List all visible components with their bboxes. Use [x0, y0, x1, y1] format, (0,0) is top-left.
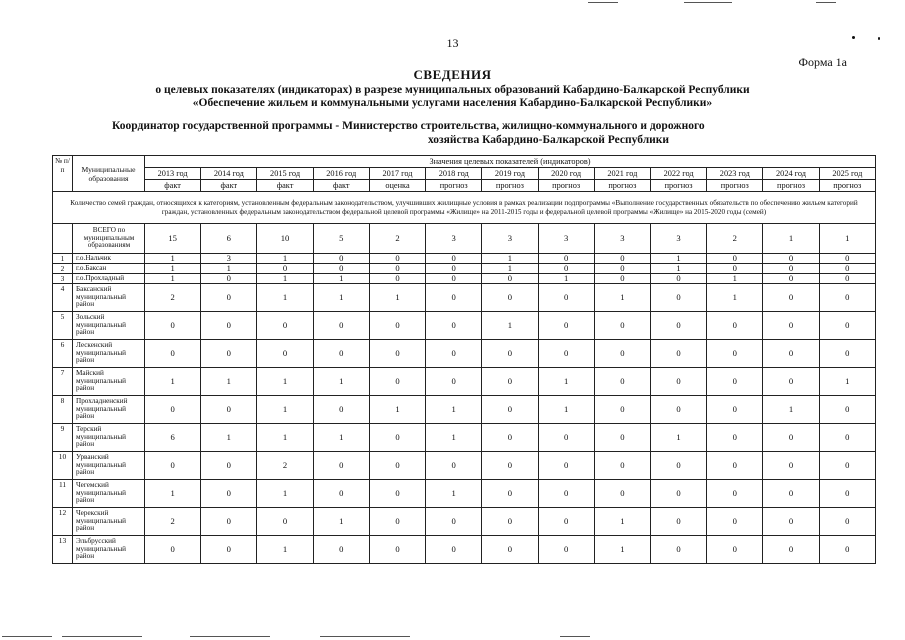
value-cell: 1 [257, 274, 313, 284]
row-number-cell: 10 [53, 452, 73, 480]
value-cell: 0 [594, 480, 650, 508]
value-cell: 0 [538, 264, 594, 274]
value-cell: 1 [257, 424, 313, 452]
form-label: Форма 1а [798, 55, 847, 69]
municipality-name-cell: Лескенский муниципальный район [73, 340, 145, 368]
value-cell: 0 [594, 254, 650, 264]
value-cell: 0 [707, 396, 763, 424]
scan-line-artifact [320, 636, 410, 637]
indicator-description-row [53, 192, 876, 224]
value-cell: 0 [594, 452, 650, 480]
value-cell: 0 [201, 536, 257, 564]
scan-line-artifact [62, 636, 142, 637]
value-cell: 0 [819, 264, 875, 274]
value-cell: 0 [650, 312, 706, 340]
value-cell: 0 [369, 368, 425, 396]
value-cell: 0 [313, 396, 369, 424]
row-number-cell: 8 [53, 396, 73, 424]
table-row [53, 424, 876, 452]
value-cell: 0 [707, 340, 763, 368]
value-cell: 1 [313, 368, 369, 396]
total-value-cell: 10 [257, 224, 313, 254]
value-cell: 1 [482, 264, 538, 274]
value-cell: 0 [538, 536, 594, 564]
value-cell: 0 [763, 274, 819, 284]
value-cell: 0 [482, 424, 538, 452]
coordinator-line: Координатор государственной программы - Министерство строительства, жилищно-коммунального и дорожного [112, 120, 705, 132]
value-cell: 0 [763, 480, 819, 508]
value-cell: 0 [257, 340, 313, 368]
total-value-cell: 2 [369, 224, 425, 254]
value-cell: 0 [145, 396, 201, 424]
value-cell: 0 [763, 424, 819, 452]
table-row [53, 536, 876, 564]
value-cell: 1 [538, 368, 594, 396]
row-number-cell: 1 [53, 254, 73, 264]
kind-header-cell: факт [145, 180, 201, 192]
value-cell: 1 [707, 284, 763, 312]
value-cell: 0 [650, 274, 706, 284]
value-cell: 0 [482, 536, 538, 564]
value-cell: 0 [538, 480, 594, 508]
table-row [53, 396, 876, 424]
value-cell: 0 [313, 452, 369, 480]
kind-header-cell: прогноз [650, 180, 706, 192]
value-cell: 0 [650, 284, 706, 312]
kind-header-cell: прогноз [707, 180, 763, 192]
year-header-cell: 2024 год [763, 168, 819, 180]
value-cell: 1 [538, 274, 594, 284]
value-cell: 0 [482, 452, 538, 480]
value-cell: 1 [145, 480, 201, 508]
kind-header-cell: прогноз [763, 180, 819, 192]
col-header-municipality: Муниципальные образования [73, 156, 145, 192]
value-cell: 1 [257, 396, 313, 424]
coordinator-line-continued: хозяйства Кабардино-Балкарской Республики [428, 134, 670, 146]
value-cell: 0 [538, 284, 594, 312]
row-number-cell: 13 [53, 536, 73, 564]
year-header-cell: 2017 год [369, 168, 425, 180]
year-header-cell: 2020 год [538, 168, 594, 180]
value-cell: 0 [538, 452, 594, 480]
year-header-cell: 2014 год [201, 168, 257, 180]
value-cell: 1 [145, 274, 201, 284]
value-cell: 1 [145, 368, 201, 396]
value-cell: 0 [201, 396, 257, 424]
scan-line-artifact [588, 2, 618, 3]
value-cell: 0 [482, 368, 538, 396]
header-row [53, 156, 876, 168]
year-header-cell: 2019 год [482, 168, 538, 180]
value-cell: 1 [594, 508, 650, 536]
value-cell: 0 [201, 452, 257, 480]
value-cell: 0 [482, 274, 538, 284]
value-cell: 0 [538, 508, 594, 536]
scan-line-artifact [190, 636, 270, 637]
value-cell: 1 [538, 396, 594, 424]
row-number-cell: 5 [53, 312, 73, 340]
scan-line-artifact [2, 636, 52, 637]
value-cell: 0 [145, 312, 201, 340]
table-row [53, 312, 876, 340]
kind-header-cell: прогноз [426, 180, 482, 192]
kind-header-cell: оценка [369, 180, 425, 192]
value-cell: 1 [201, 424, 257, 452]
indicator-description: Количество семей граждан, относящихся к категориям, установленным федеральным законодательством, улучшивших жилищные условия в рамках реализации подпрограммы «Выполнение государственных обязательств по обеспечению жильем категорий граждан, установленных федеральным законодательством федеральной целевой программы «Жилище» на 2011-2015 годы и федеральной целевой программы «Жилище» на 2015-2020 годы (семей) [53, 192, 876, 224]
year-header-cell: 2018 год [426, 168, 482, 180]
table-row [53, 480, 876, 508]
total-value-cell: 3 [426, 224, 482, 254]
municipality-name-cell: Черекский муниципальный район [73, 508, 145, 536]
value-cell: 0 [201, 508, 257, 536]
value-cell: 0 [201, 480, 257, 508]
value-cell: 1 [426, 480, 482, 508]
municipality-name-cell: Эльбрусский муниципальный район [73, 536, 145, 564]
value-cell: 0 [313, 536, 369, 564]
year-header-cell: 2013 год [145, 168, 201, 180]
value-cell: 1 [819, 368, 875, 396]
scan-line-artifact [560, 636, 590, 637]
table-row [53, 254, 876, 264]
kind-header-cell: прогноз [482, 180, 538, 192]
value-cell: 0 [369, 274, 425, 284]
table-row [53, 368, 876, 396]
municipality-name-cell: г.о.Прохладный [73, 274, 145, 284]
value-cell: 0 [763, 264, 819, 274]
value-cell: 0 [763, 452, 819, 480]
total-value-cell: 3 [594, 224, 650, 254]
total-number-cell [53, 224, 73, 254]
value-cell: 0 [650, 452, 706, 480]
value-cell: 0 [707, 424, 763, 452]
value-cell: 1 [426, 424, 482, 452]
value-cell: 0 [313, 264, 369, 274]
value-cell: 1 [763, 396, 819, 424]
value-cell: 0 [763, 254, 819, 264]
value-cell: 0 [145, 536, 201, 564]
value-cell: 0 [763, 536, 819, 564]
table-row [53, 264, 876, 274]
value-cell: 1 [650, 254, 706, 264]
page-number: 13 [446, 36, 459, 50]
value-cell: 0 [538, 340, 594, 368]
total-value-cell: 1 [819, 224, 875, 254]
table-row [53, 274, 876, 284]
value-cell: 1 [313, 424, 369, 452]
value-cell: 0 [257, 312, 313, 340]
municipality-name-cell: Зольский муниципальный район [73, 312, 145, 340]
value-cell: 0 [538, 254, 594, 264]
value-cell: 0 [819, 452, 875, 480]
value-cell: 0 [426, 340, 482, 368]
kind-header-cell: прогноз [538, 180, 594, 192]
year-header-cell: 2022 год [650, 168, 706, 180]
value-cell: 0 [369, 254, 425, 264]
value-cell: 0 [819, 424, 875, 452]
value-cell: 0 [594, 396, 650, 424]
value-cell: 0 [426, 254, 482, 264]
total-value-cell: 1 [763, 224, 819, 254]
value-cell: 0 [426, 452, 482, 480]
scan-line-artifact [816, 2, 836, 3]
value-cell: 0 [369, 452, 425, 480]
value-cell: 0 [482, 508, 538, 536]
table-row [53, 452, 876, 480]
value-cell: 0 [819, 284, 875, 312]
document-title: СВЕДЕНИЯ [413, 67, 492, 82]
value-cell: 1 [257, 284, 313, 312]
value-cell: 1 [313, 274, 369, 284]
row-number-cell: 9 [53, 424, 73, 452]
row-number-cell: 7 [53, 368, 73, 396]
value-cell: 0 [482, 340, 538, 368]
year-header-cell: 2015 год [257, 168, 313, 180]
value-cell: 0 [538, 312, 594, 340]
value-cell: 0 [763, 368, 819, 396]
value-cell: 0 [538, 424, 594, 452]
value-cell: 0 [426, 274, 482, 284]
value-cell: 1 [257, 254, 313, 264]
value-cell: 1 [482, 254, 538, 264]
value-cell: 0 [650, 480, 706, 508]
row-number-cell: 11 [53, 480, 73, 508]
value-cell: 0 [819, 508, 875, 536]
value-cell: 0 [313, 254, 369, 264]
row-number-cell: 3 [53, 274, 73, 284]
value-cell: 0 [201, 312, 257, 340]
value-cell: 0 [426, 368, 482, 396]
total-value-cell: 3 [482, 224, 538, 254]
municipality-name-cell: г.о.Баксан [73, 264, 145, 274]
total-value-cell: 3 [538, 224, 594, 254]
value-cell: 0 [313, 312, 369, 340]
program-name: «Обеспечение жильем и коммунальными услугами населения Кабардино-Балкарской Республики» [192, 97, 713, 109]
scan-line-artifact [684, 2, 732, 3]
year-header-cell: 2016 год [313, 168, 369, 180]
kind-header-cell: факт [201, 180, 257, 192]
value-cell: 0 [707, 264, 763, 274]
value-cell: 0 [707, 536, 763, 564]
kind-header-cell: факт [313, 180, 369, 192]
value-cell: 1 [594, 284, 650, 312]
value-cell: 0 [145, 340, 201, 368]
value-cell: 1 [145, 254, 201, 264]
value-cell: 0 [819, 312, 875, 340]
total-row [53, 224, 876, 254]
value-cell: 3 [201, 254, 257, 264]
value-cell: 0 [369, 424, 425, 452]
municipality-name-cell: Прохладненский муниципальный район [73, 396, 145, 424]
value-cell: 0 [594, 368, 650, 396]
municipality-name-cell: Баксанский муниципальный район [73, 284, 145, 312]
value-cell: 0 [707, 480, 763, 508]
indicators-table [52, 155, 876, 564]
total-value-cell: 5 [313, 224, 369, 254]
value-cell: 1 [257, 368, 313, 396]
value-cell: 1 [369, 284, 425, 312]
value-cell: 0 [426, 536, 482, 564]
value-cell: 0 [763, 340, 819, 368]
row-number-cell: 12 [53, 508, 73, 536]
value-cell: 1 [594, 536, 650, 564]
col-header-number: № п/п [53, 156, 73, 192]
value-cell: 0 [594, 264, 650, 274]
municipality-name-cell: г.о.Нальчик [73, 254, 145, 264]
total-label: ВСЕГО по муниципальным образованиям [73, 224, 145, 254]
value-cell: 1 [313, 284, 369, 312]
year-header-row [53, 168, 876, 180]
value-cell: 6 [145, 424, 201, 452]
value-cell: 0 [819, 340, 875, 368]
total-value-cell: 3 [650, 224, 706, 254]
value-cell: 1 [201, 368, 257, 396]
value-cell: 0 [369, 264, 425, 274]
value-cell: 0 [369, 536, 425, 564]
value-cell: 1 [201, 264, 257, 274]
table-row [53, 340, 876, 368]
value-cell: 1 [257, 480, 313, 508]
value-cell: 0 [369, 480, 425, 508]
kind-header-row [53, 180, 876, 192]
total-value-cell: 15 [145, 224, 201, 254]
value-cell: 0 [369, 508, 425, 536]
value-cell: 0 [763, 284, 819, 312]
value-cell: 1 [369, 396, 425, 424]
year-header-cell: 2021 год [594, 168, 650, 180]
value-cell: 0 [763, 312, 819, 340]
value-cell: 0 [482, 396, 538, 424]
value-cell: 0 [426, 508, 482, 536]
document-subtitle: о целевых показателях (индикаторах) в разрезе муниципальных образований Кабардино-Балкарской Республики [155, 84, 750, 96]
value-cell: 0 [313, 480, 369, 508]
value-cell: 0 [650, 396, 706, 424]
year-header-cell: 2025 год [819, 168, 875, 180]
row-number-cell: 4 [53, 284, 73, 312]
value-cell: 0 [257, 264, 313, 274]
value-cell: 0 [594, 340, 650, 368]
value-cell: 0 [707, 368, 763, 396]
kind-header-cell: прогноз [819, 180, 875, 192]
value-cell: 0 [707, 508, 763, 536]
value-cell: 0 [650, 508, 706, 536]
value-cell: 2 [145, 508, 201, 536]
value-cell: 0 [650, 536, 706, 564]
value-cell: 1 [482, 312, 538, 340]
value-cell: 0 [145, 452, 201, 480]
value-cell: 1 [145, 264, 201, 274]
total-value-cell: 2 [707, 224, 763, 254]
value-cell: 2 [145, 284, 201, 312]
value-cell: 0 [257, 508, 313, 536]
kind-header-cell: прогноз [594, 180, 650, 192]
value-cell: 0 [482, 284, 538, 312]
value-cell: 0 [313, 340, 369, 368]
value-cell: 0 [763, 508, 819, 536]
value-cell: 1 [257, 536, 313, 564]
value-cell: 0 [594, 274, 650, 284]
value-cell: 0 [426, 284, 482, 312]
value-cell: 1 [650, 264, 706, 274]
value-cell: 0 [369, 312, 425, 340]
value-cell: 0 [201, 340, 257, 368]
value-cell: 0 [201, 274, 257, 284]
value-cell: 0 [819, 396, 875, 424]
year-header-cell: 2023 год [707, 168, 763, 180]
value-cell: 0 [426, 312, 482, 340]
value-cell: 0 [482, 480, 538, 508]
col-header-values: Значения целевых показателей (индикаторов) [145, 156, 876, 168]
value-cell: 0 [594, 312, 650, 340]
value-cell: 0 [819, 536, 875, 564]
value-cell: 0 [650, 340, 706, 368]
row-number-cell: 6 [53, 340, 73, 368]
value-cell: 0 [707, 452, 763, 480]
municipality-name-cell: Урванский муниципальный район [73, 452, 145, 480]
row-number-cell: 2 [53, 264, 73, 274]
table-row [53, 284, 876, 312]
value-cell: 1 [313, 508, 369, 536]
value-cell: 0 [819, 480, 875, 508]
value-cell: 0 [594, 424, 650, 452]
value-cell: 0 [650, 368, 706, 396]
value-cell: 0 [426, 264, 482, 274]
value-cell: 1 [650, 424, 706, 452]
value-cell: 0 [819, 254, 875, 264]
table-row [53, 508, 876, 536]
value-cell: 1 [426, 396, 482, 424]
value-cell: 0 [201, 284, 257, 312]
value-cell: 0 [819, 274, 875, 284]
total-value-cell: 6 [201, 224, 257, 254]
value-cell: 0 [707, 254, 763, 264]
value-cell: 1 [707, 274, 763, 284]
municipality-name-cell: Терский муниципальный район [73, 424, 145, 452]
value-cell: 2 [257, 452, 313, 480]
municipality-name-cell: Чегемский муниципальный район [73, 480, 145, 508]
value-cell: 0 [707, 312, 763, 340]
value-cell: 0 [369, 340, 425, 368]
municipality-name-cell: Майский муниципальный район [73, 368, 145, 396]
kind-header-cell: факт [257, 180, 313, 192]
